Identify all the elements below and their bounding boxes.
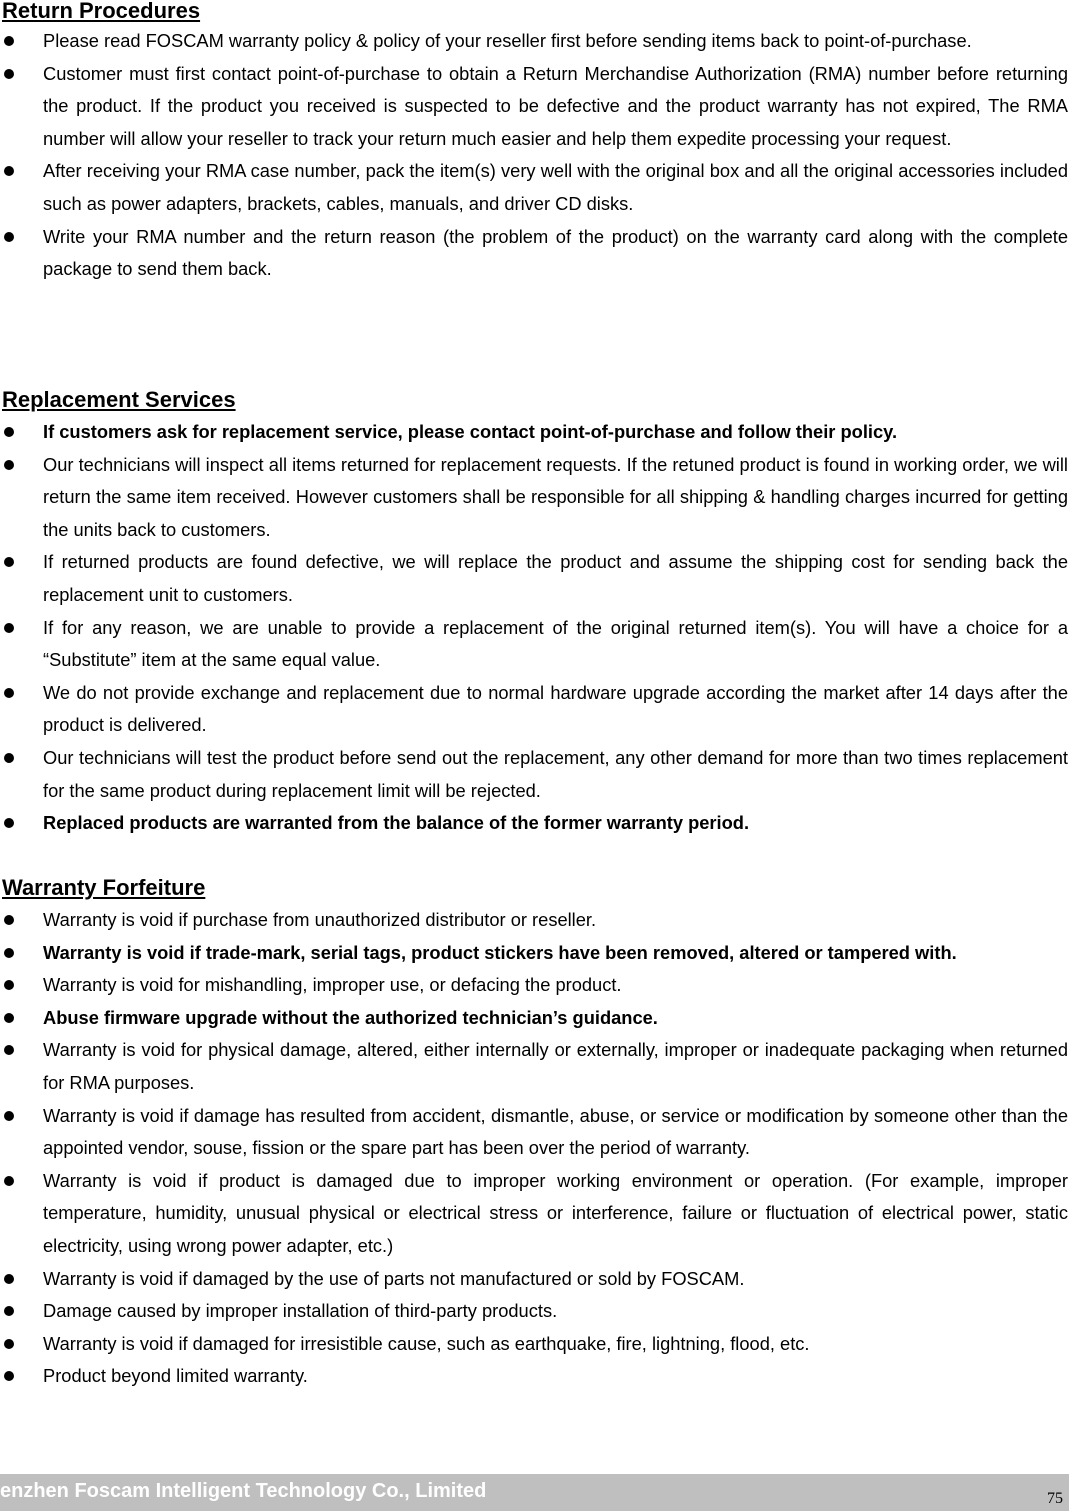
list-item-text: Warranty is void if damage has resulted from accident, dismantle, abuse, or service or modification by someone other than the appointed vendor, souse, fission or the spare part has been over the period of warranty. bbox=[43, 1104, 1068, 1159]
list-item-text: If customers ask for replacement service, please contact point-of-purchase and follow their policy. bbox=[43, 421, 898, 442]
bullet-icon bbox=[4, 753, 14, 763]
bullet-icon bbox=[4, 1306, 14, 1316]
bullet-icon bbox=[4, 1371, 14, 1381]
list-item-text: Abuse firmware upgrade without the authorized technician’s guidance. bbox=[43, 1006, 658, 1028]
bullet-icon bbox=[4, 460, 14, 470]
bullet-icon bbox=[4, 818, 14, 828]
list-item-text: If returned products are found defective, we will replace the product and assume the shipping cost for sending back the replacement unit to customers. bbox=[43, 551, 1068, 605]
list-item-text: Warranty is void for physical damage, altered, either internally or externally, improper or inadequate packaging when returned for RMA purposes. bbox=[43, 1039, 1068, 1093]
list-item bbox=[0, 1002, 1068, 1035]
footer-company-name: enzhen Foscam Intelligent Technology Co., Limited bbox=[0, 1480, 487, 1502]
list-item bbox=[0, 904, 1068, 937]
bullet-icon bbox=[4, 427, 14, 437]
list-item-text: After receiving your RMA case number, pack the item(s) very well with the original box and all the original accessories included such as power adapters, brackets, cables, manuals, and driver CD disks. bbox=[43, 160, 1068, 214]
bullet-icon bbox=[4, 36, 14, 46]
bullet-icon bbox=[4, 1013, 14, 1023]
bullet-icon bbox=[4, 1274, 14, 1284]
bullet-icon bbox=[4, 948, 14, 958]
list-item bbox=[0, 1360, 1068, 1393]
list-item bbox=[0, 546, 1068, 611]
list-item bbox=[0, 1034, 1068, 1099]
list-item-text: Product beyond limited warranty. bbox=[43, 1365, 308, 1387]
list-item bbox=[0, 155, 1068, 220]
bullet-icon bbox=[4, 1045, 14, 1055]
bullet-icon bbox=[4, 166, 14, 176]
list-item-text: Warranty is void if trade-mark, serial tags, product stickers have been removed, altered or tampered with. bbox=[43, 941, 957, 963]
section-title-replacement-services: Replacement Services bbox=[2, 387, 236, 412]
list-item bbox=[0, 58, 1068, 156]
list-item-text: Our technicians will inspect all items returned for replacement requests. If the retuned product is found in working order, we will return the same item received. However customers shall be responsible for all shipping & handling charges incurred for getting the units back to customers. bbox=[43, 453, 1068, 540]
list-item-text: Please read FOSCAM warranty policy & policy of your reseller first before sending items back to point-of-purchase. bbox=[43, 30, 972, 51]
footer-bar bbox=[0, 1474, 1069, 1511]
bullet-icon bbox=[4, 688, 14, 698]
list-item bbox=[0, 449, 1068, 547]
list-item bbox=[0, 742, 1068, 807]
list-item-text: Write your RMA number and the return reason (the problem of the product) on the warranty card along with the complete package to send them back. bbox=[43, 225, 1068, 280]
list-item bbox=[0, 1328, 1068, 1361]
list-item bbox=[0, 1100, 1068, 1165]
bullet-icon bbox=[4, 1339, 14, 1349]
section-title-return-procedures: Return Procedures bbox=[2, 0, 201, 23]
section-title-warranty-forfeiture: Warranty Forfeiture bbox=[2, 875, 206, 900]
list-item bbox=[0, 221, 1068, 286]
list-item bbox=[0, 612, 1068, 677]
bullet-icon bbox=[4, 1111, 14, 1121]
bullet-icon bbox=[4, 623, 14, 633]
list-item-text: Replaced products are warranted from the balance of the former warranty period. bbox=[43, 812, 750, 834]
list-item-text: We do not provide exchange and replacement due to normal hardware upgrade according the market after 14 days after the product is delivered. bbox=[43, 681, 1068, 736]
list-item bbox=[0, 937, 1068, 970]
list-item-text: If for any reason, we are unable to provide a replacement of the original returned item(s). You will have a choice for a “Substitute” item at the same equal value. bbox=[43, 616, 1068, 671]
list-item-text: Warranty is void if damaged by the use of parts not manufactured or sold by FOSCAM. bbox=[43, 1267, 745, 1289]
list-item bbox=[0, 416, 1068, 449]
return-procedures-list bbox=[0, 25, 1068, 286]
bullet-icon bbox=[4, 1176, 14, 1186]
bullet-icon bbox=[4, 557, 14, 567]
replacement-services-list bbox=[0, 416, 1068, 840]
list-item bbox=[0, 1165, 1068, 1263]
list-item-text: Warranty is void if purchase from unauthorized distributor or reseller. bbox=[43, 909, 597, 930]
list-item bbox=[0, 969, 1068, 1002]
bullet-icon bbox=[4, 980, 14, 990]
list-item-text: Damage caused by improper installation of third-party products. bbox=[43, 1300, 558, 1322]
list-item bbox=[0, 1263, 1068, 1296]
list-item bbox=[0, 1295, 1068, 1328]
bullet-icon bbox=[4, 232, 14, 242]
list-item bbox=[0, 677, 1068, 742]
list-item-text: Customer must first contact point-of-purchase to obtain a Return Merchandise Authorization (RMA) number before returning the product. If the product you received is suspected to be defective and the product warranty has not expired, The RMA number will allow your reseller to track your return much easier and help them expedite processing your request. bbox=[43, 62, 1068, 149]
bullet-icon bbox=[4, 915, 14, 925]
list-item-text: Warranty is void if product is damaged due to improper working environment or operation. (For example, improper temperature, humidity, unusual physical or electrical stress or interference, failure or fluctuation of electrical power, static electricity, using wrong power adapter, etc.) bbox=[43, 1169, 1068, 1256]
warranty-forfeiture-list bbox=[0, 904, 1068, 1393]
list-item-text: Our technicians will test the product before send out the replacement, any other demand for more than two times replacement for the same product during replacement limit will be rejected. bbox=[43, 746, 1068, 801]
page-number: 75 bbox=[1047, 1490, 1063, 1507]
list-item-text: Warranty is void for mishandling, improper use, or defacing the product. bbox=[43, 974, 622, 996]
list-item bbox=[0, 25, 1068, 58]
list-item bbox=[0, 807, 1068, 840]
bullet-icon bbox=[4, 69, 14, 79]
list-item-text: Warranty is void if damaged for irresistible cause, such as earthquake, fire, lightning, flood, etc. bbox=[43, 1332, 810, 1354]
